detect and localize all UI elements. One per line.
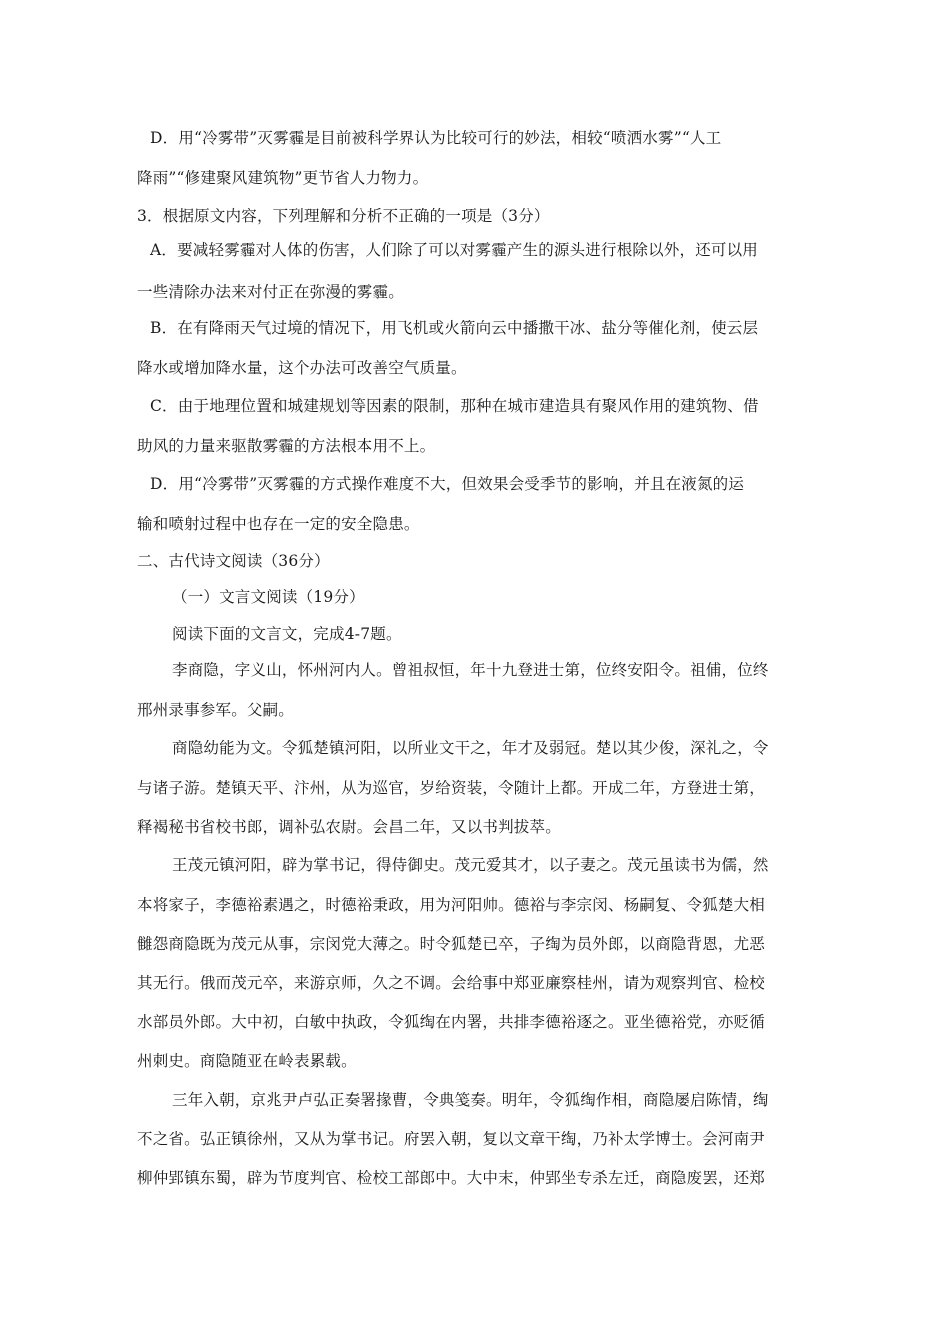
option-d-line-1: D．用“冷雾带”灭雾霾是目前被科学界认为比较可行的妙法，相较“喷洒水雾”“人工	[150, 129, 722, 147]
para-1-line-2: 邢州录事参军。父嗣。	[137, 701, 295, 719]
option-d-line-2: 降雨”“修建聚风建筑物”更节省人力物力。	[137, 169, 429, 187]
option-d2-line-2: 输和喷射过程中也存在一定的安全隐患。	[137, 515, 420, 533]
para-4-line-3: 柳仲郢镇东蜀，辟为节度判官、检校工部郎中。大中末，仲郢坐专杀左迁，商隐废罢，还郑	[137, 1169, 766, 1187]
para-3-line-5: 水部员外郎。大中初，白敏中执政，令狐绹在内署，共排李德裕逐之。亚坐德裕党，亦贬循	[137, 1013, 766, 1031]
para-3-line-6: 州刺史。商隐随亚在岭表累载。	[137, 1052, 357, 1070]
option-a-line-1: A．要减轻雾霾对人体的伤害，人们除了可以对雾霾产生的源头进行根除以外，还可以用	[150, 241, 758, 259]
option-d2-line-1: D．用“冷雾带”灭雾霾的方式操作难度不大，但效果会受季节的影响，并且在液氮的运	[150, 475, 745, 493]
para-1-line-1: 李商隐，字义山，怀州河内人。曾祖叔恒，年十九登进士第，位终安阳令。祖俌，位终	[172, 661, 769, 679]
para-4-line-1: 三年入朝，京兆尹卢弘正奏署掾曹，令典笺奏。明年，令狐绹作相，商隐屡启陈情，绹	[172, 1091, 769, 1109]
option-b-line-1: B．在有降雨天气过境的情况下，用飞机或火箭向云中播撒干冰、盐分等催化剂，使云层	[150, 319, 759, 337]
option-c-line-1: C．由于地理位置和城建规划等因素的限制，那种在城市建造具有聚风作用的建筑物、借	[150, 397, 759, 415]
option-b-line-2: 降水或增加降水量，这个办法可改善空气质量。	[137, 359, 467, 377]
para-2-line-1: 商隐幼能为文。令狐楚镇河阳，以所业文干之，年才及弱冠。楚以其少俊，深礼之，令	[172, 739, 769, 757]
para-3-line-3: 雠怨商隐既为茂元从事，宗闵党大薄之。时令狐楚已卒，子绹为员外郎，以商隐背恩，尤恶	[137, 935, 766, 953]
para-2-line-3: 释褐秘书省校书郎，调补弘农尉。会昌二年，又以书判拔萃。	[137, 818, 561, 836]
subsection-1-heading: （一）文言文阅读（19分）	[172, 588, 365, 606]
para-4-line-2: 不之省。弘正镇徐州，又从为掌书记。府罢入朝，复以文章干绹，乃补太学博士。会河南尹	[137, 1130, 766, 1148]
para-2-line-2: 与诸子游。楚镇天平、汴州，从为巡官，岁给资装，令随计上都。开成二年，方登进士第，	[137, 779, 766, 797]
para-3-line-1: 王茂元镇河阳，辟为掌书记，得侍御史。茂元爱其才，以子妻之。茂元虽读书为儒，然	[172, 856, 769, 874]
question-3-heading: 3．根据原文内容，下列理解和分析不正确的一项是（3分）	[137, 207, 550, 225]
option-c-line-2: 助风的力量来驱散雾霾的方法根本用不上。	[137, 437, 436, 455]
reading-instruction: 阅读下面的文言文，完成4-7题。	[172, 625, 402, 643]
para-3-line-2: 本将家子，李德裕素遇之，时德裕秉政，用为河阳帅。德裕与李宗闵、杨嗣复、令狐楚大相	[137, 896, 766, 914]
para-3-line-4: 其无行。俄而茂元卒，来游京师，久之不调。会给事中郑亚廉察桂州，请为观察判官、检校	[137, 974, 766, 992]
option-a-line-2: 一些清除办法来对付正在弥漫的雾霾。	[137, 283, 404, 301]
section-2-heading: 二、古代诗文阅读（36分）	[137, 552, 330, 570]
